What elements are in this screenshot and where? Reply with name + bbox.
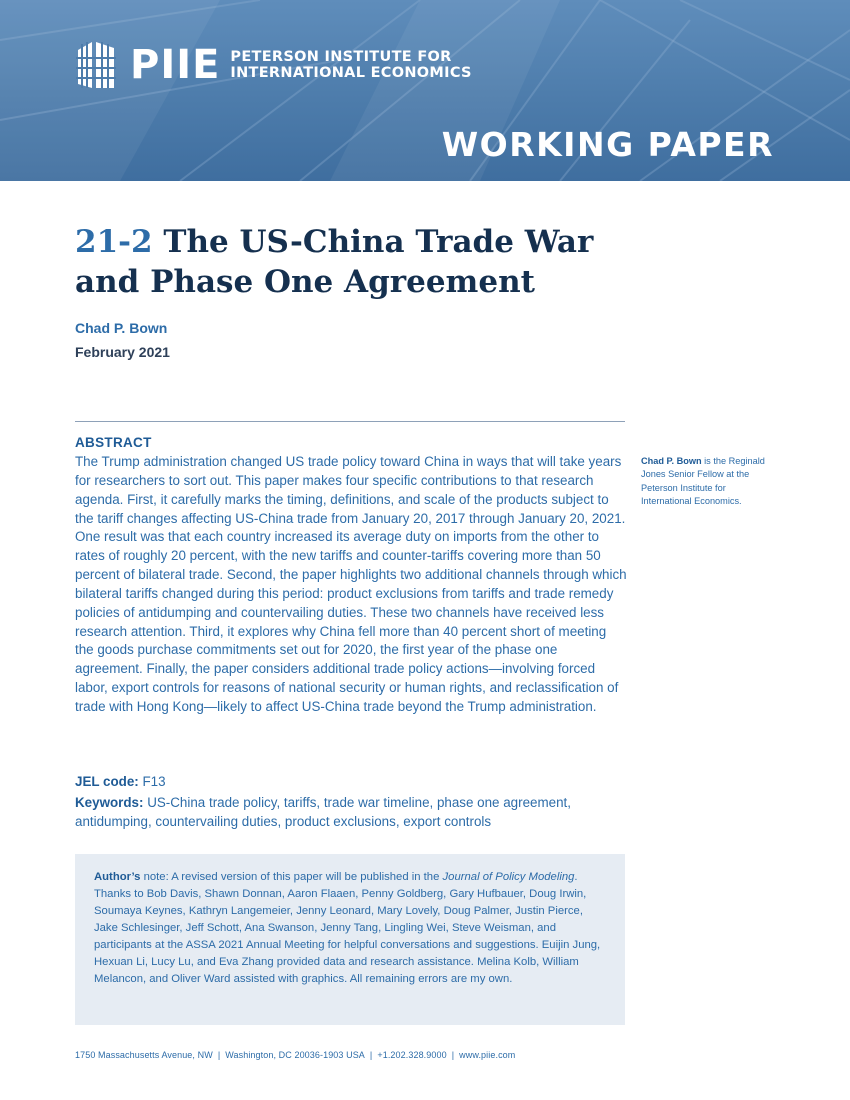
authors-note-text xyxy=(94,869,609,988)
author-name: Chad P. Bown xyxy=(75,320,168,336)
footer-phone[interactable]: +1.202.328.9000 xyxy=(377,1050,447,1060)
keywords xyxy=(75,793,627,831)
footer-separator: | xyxy=(451,1050,455,1060)
keywords-value: US-China trade policy, tariffs, trade war timeline, phase one agreement, antidumping, countervailing duties, product exclusions, export controls xyxy=(75,795,571,829)
bio-text: is the Reginald Jones Senior Fellow at the Peterson Institute for International Economics. xyxy=(641,456,765,507)
footer-separator: | xyxy=(217,1050,221,1060)
abstract-heading: ABSTRACT xyxy=(75,435,152,450)
header-banner xyxy=(0,0,850,181)
logo-wordmark: PIIE xyxy=(130,42,221,88)
organization-name-line-1: PETERSON INSTITUTE FOR xyxy=(230,49,452,65)
publication-date: February 2021 xyxy=(75,344,170,360)
bio-author-name: Chad P. Bown xyxy=(641,456,702,466)
abstract-body: The Trump administration changed US trade policy toward China in ways that will take years for researchers to sort out. This paper makes four specific contributions to that research agenda. First, it carefully marks the timing, definitions, and scale of the products subject to the tariff changes affecting US-China trade from January 20, 2017 through January 20, 2021. One result was that each country increased its average duty on imports from the other to rates of roughly 20 percent, with the new tariffs and counter-tariffs covering more than 50 percent of bilateral trade. Second, the paper highlights two additional channels through which bilateral tariffs changed during this period: product exclusions from tariffs and trade remedy policies of antidumping and countervailing duties. These two channels have received less research attention. Third, it explores why China fell more than 40 percent short of meeting the goods purchase commitments set out for 2020, the first year of the phase one agreement. Finally, the paper considers additional trade policy actions—involving forced labor, export controls for reasons of national security or human rights, and reclassification of trade with Hong Kong—likely to affect US-China trade beyond the Trump administration. xyxy=(75,454,627,714)
organization-name-line-2: INTERNATIONAL ECONOMICS xyxy=(230,65,472,81)
author-bio xyxy=(641,455,771,509)
document-type-label: WORKING PAPER xyxy=(441,125,774,164)
authors-note-intro: note: A revised version of this paper will be published in the xyxy=(143,871,440,883)
paper-title xyxy=(75,222,635,302)
paper-title-text: The US-China Trade War and Phase One Agreement xyxy=(75,224,594,300)
footer-website-link[interactable]: www.piie.com xyxy=(459,1050,516,1060)
authors-note-box xyxy=(75,854,625,1025)
keywords-label: Keywords: xyxy=(75,795,144,810)
footer-city: Washington, DC 20036-1903 USA xyxy=(225,1050,365,1060)
organization-name xyxy=(230,49,471,81)
piie-logo[interactable] xyxy=(74,38,472,92)
footer-address: 1750 Massachusetts Avenue, NW xyxy=(75,1050,213,1060)
authors-note-acknowledgements: . Thanks to Bob Davis, Shawn Donnan, Aaron Flaaen, Penny Goldberg, Gary Hufbauer, Doug Irwin, Soumaya Keynes, Kathryn Langemeier, Jenny Leonard, Mary Lovely, Doug Palmer, Justin Pierce, Jake Schlesinger, Jeff Schott, Ana Swanson, Jenny Tang, Lingling Wei, Steve Weisman, and participants at the ASSA 2021 Annual Meeting for helpful conversations and suggestions. Euijin Jung, Hexuan Li, Lucy Lu, and Eva Zhang provided data and research assistance. Melina Kolb, William Melancon, and Oliver Ward assisted with graphics. All remaining errors are my own. xyxy=(94,871,601,985)
footer-separator: | xyxy=(369,1050,373,1060)
jel-code-value: F13 xyxy=(142,774,166,789)
journal-name: Journal of Policy Modeling xyxy=(442,871,575,883)
paper-number: 21-2 xyxy=(75,224,153,260)
jel-code-label: JEL code: xyxy=(75,774,139,789)
divider xyxy=(75,421,625,422)
jel-code xyxy=(75,774,166,789)
authors-note-label: Author’s xyxy=(94,871,141,883)
piie-building-logo-icon xyxy=(74,38,118,92)
footer-contact xyxy=(75,1050,515,1060)
